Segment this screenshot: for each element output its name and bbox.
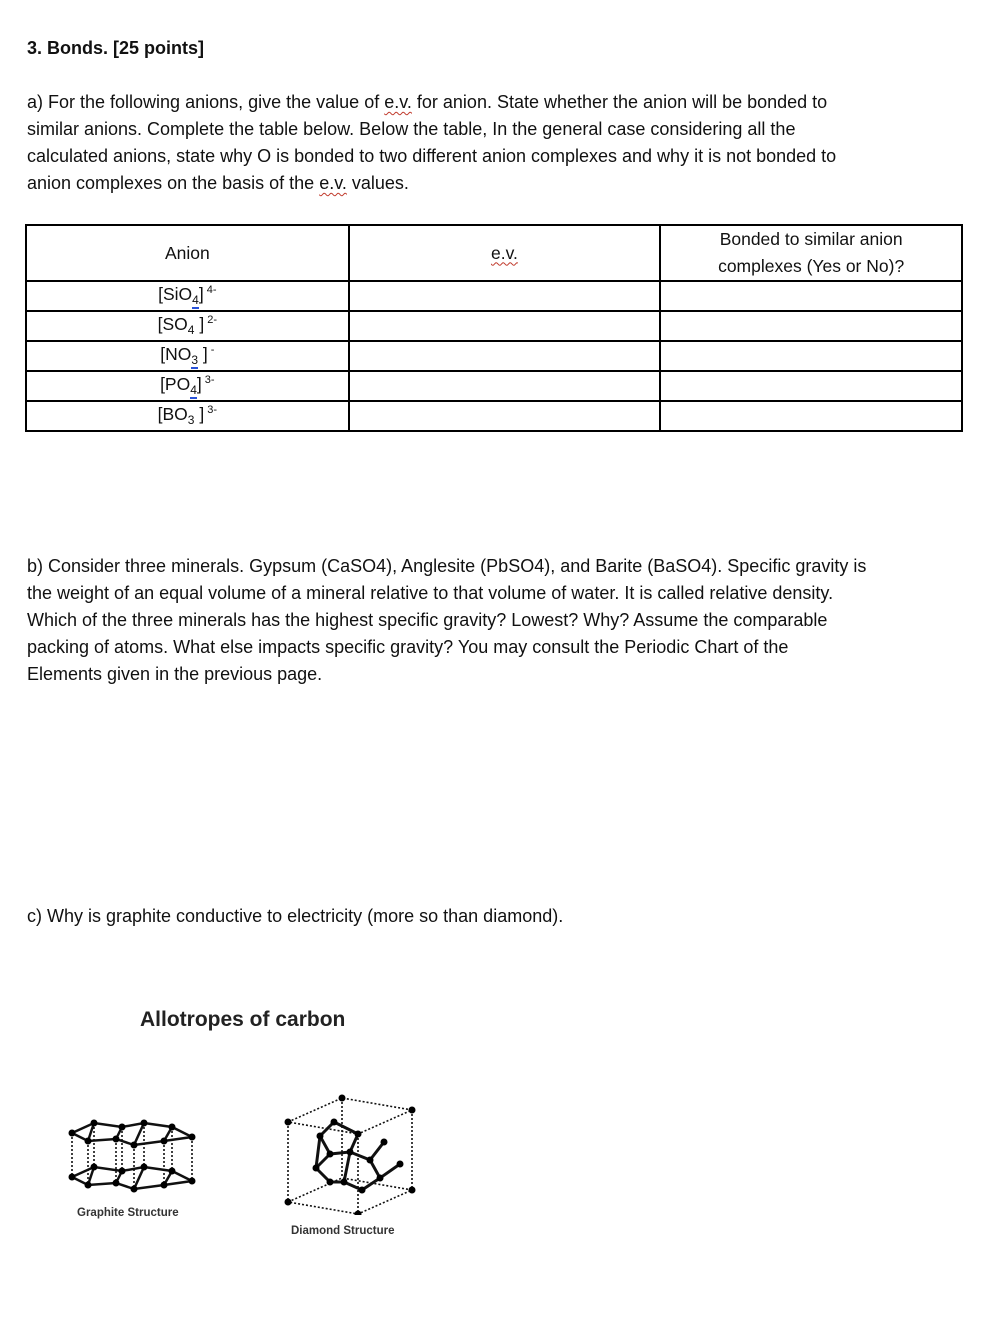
graphite-structure-diagram: [64, 1115, 200, 1200]
bonded-cell[interactable]: [660, 371, 962, 401]
table-row: [26, 341, 962, 371]
table-header-row: [26, 225, 962, 281]
diamond-caption: Diamond Structure: [291, 1225, 395, 1237]
part-b-text: b) Consider three minerals. Gypsum (CaSO4), Anglesite (PbSO4), and Barite (BaSO4). Specific gravity is the weight of an equal volume of a mineral relative to that volume of water. It is called relative density. Which of the three minerals has the highest specific gravity? Lowest? Why? Assume the comparable packing of atoms. What else impacts specific gravity? You may consult the Periodic Chart of the Elements given in the previous page.: [27, 556, 867, 684]
ev-cell[interactable]: [349, 311, 661, 341]
figure-title: Allotropes of carbon: [140, 1008, 346, 1031]
anion-cell: [$SO_4$ ] $^{2-}$: [26, 311, 349, 341]
ev-cell[interactable]: [349, 401, 661, 431]
bonded-cell[interactable]: [660, 311, 962, 341]
ev-cell[interactable]: [349, 281, 661, 311]
table-row: [26, 281, 962, 311]
header-bonded: Bonded to similar anion complexes (Yes or No)?: [660, 225, 962, 281]
anion-cell: $[PO_4]$ $^{3-}$: [26, 371, 349, 401]
part-c-text: c) Why is graphite conductive to electricity (more so than diamond).: [27, 906, 564, 926]
ev-cell[interactable]: [349, 371, 661, 401]
table-row: [26, 371, 962, 401]
anion-table: [25, 224, 963, 432]
bonded-cell[interactable]: [660, 401, 962, 431]
bonded-cell[interactable]: [660, 341, 962, 371]
ev-cell[interactable]: [349, 341, 661, 371]
ev-term: e.v.: [384, 92, 412, 112]
ev-term: e.v.: [319, 173, 347, 193]
anion-cell: [SiO$_4$] $^{4-}$: [26, 281, 349, 311]
graphite-caption: Graphite Structure: [77, 1207, 179, 1219]
question-heading: 3. Bonds. [25 points]: [27, 38, 205, 58]
anion-cell: [$NO_3$ ] -: [26, 341, 349, 371]
header-ev: e.v.: [349, 225, 661, 281]
bonded-cell[interactable]: [660, 281, 962, 311]
header-anion: Anion: [26, 225, 349, 281]
diamond-structure-diagram: [280, 1090, 420, 1215]
table-row: [26, 401, 962, 431]
part-a-text: a) For the following anions, give the value of e.v. for anion. State whether the anion will be bonded to similar anions. Complete the table below. Below the table, In the general case considering all the calculated anions, state why O is bonded to two different anion complexes and why it is not bonded to anion complexes on the basis of the e.v. values.: [27, 92, 837, 193]
anion-cell: [$BO_3$ ] $^{3-}$: [26, 401, 349, 431]
table-row: [26, 311, 962, 341]
